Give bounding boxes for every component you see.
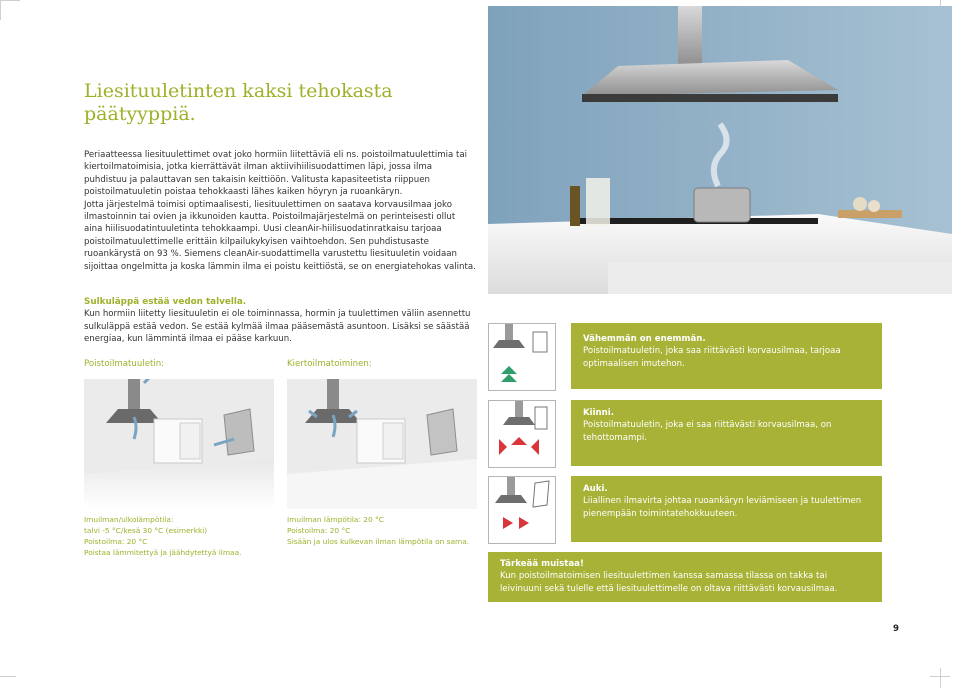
crop-mark <box>0 0 1 20</box>
important-note <box>488 552 882 602</box>
open-draft-icon-box <box>488 476 556 544</box>
info-box-heading: Vähemmän on enemmän. <box>583 334 706 344</box>
recirc-caption <box>287 514 487 547</box>
closed-window-icon-box <box>488 400 556 468</box>
info-box-text: Poistoilmatuuletin, joka ei saa riittävästi korvausilmaa, on tehottomampi. <box>583 420 832 443</box>
crop-mark <box>940 668 941 688</box>
caption-line: Poistoilma: 20 °C <box>84 537 148 546</box>
damper-text: Kun hormiin liitetty liesituuletin ei ole toiminnassa, hormin ja tuulettimen väliin asennettu sulkuläppä estää vedon. Se estää kylmää ilmaa pääsemästä asuntoon. Lisäksi se säästää energiaa, kun lämmintä ilmaa ei pääse karkuun. <box>84 309 471 345</box>
page-title: Liesituuletinten kaksi tehokasta päätyyppiä. <box>84 80 393 125</box>
caption-line: Poistoilma: 20 °C <box>287 526 351 535</box>
kitchen-photo <box>488 6 952 294</box>
exhaust-diagram <box>84 379 274 509</box>
info-box-less-is-more <box>571 323 882 389</box>
intro-text <box>84 149 476 273</box>
crop-mark <box>0 676 16 677</box>
note-text: Kun poistoilmatoimisen liesituulettimen kanssa samassa tilassa on takka tai leivinuuni sekä tulelle että liesituulettimelle on oltava riittävästi korvausilmaa. <box>500 571 838 594</box>
exhaust-diagram-illustration <box>84 379 274 509</box>
intro-paragraph: Periaatteessa liesituulettimet ovat joko hormiin liitettäviä eli ns. poistoilmatuulettimia tai kiertoilmatoimisia, jotka kierrättävät ilman aktiivihiilisuodattimen läpi, jossa ilma puhdistuu ja palauttavan sen takaisin keittiöön. Valitusta kapasiteetista riippuen poistoilmatuuletin poistaa tehokkaasti lähes kaiken höyryn ja ruoankäryn. <box>84 150 468 198</box>
info-box-text: Poistoilmatuuletin, joka saa riittävästi korvausilmaa, tarjoaa optimaalisen imutehon. <box>583 346 841 369</box>
caption-line: talvi -5 °C/kesä 30 °C (esimerkki) <box>84 526 208 535</box>
kitchen-hood-illustration <box>488 6 952 294</box>
hood-window-red-arrows-icon <box>489 401 555 467</box>
info-box-text: Liiallinen ilmavirta johtaa ruoankäryn leviämiseen ja tuulettimen pienempään toimintatehokkuuteen. <box>583 496 862 519</box>
note-heading: Tärkeää muistaa! <box>500 559 584 569</box>
damper-heading: Sulkuläppä estää vedon talvella. <box>84 297 247 307</box>
info-box-heading: Auki. <box>583 484 608 494</box>
info-box-closed <box>571 400 882 466</box>
exhaust-caption <box>84 514 274 558</box>
page-number: 9 <box>893 624 899 634</box>
recirc-label: Kiertoilmatoiminen: <box>287 359 372 369</box>
hood-window-open-icon <box>489 477 555 543</box>
caption-line: Sisään ja ulos kulkevan ilman lämpötila on sama. <box>287 537 470 546</box>
caption-line: Poistaa lämmitettyä ja jäähdytettyä ilmaa. <box>84 548 242 557</box>
recirc-diagram-illustration <box>287 379 477 509</box>
exhaust-label: Poistoilmatuuletin: <box>84 359 165 369</box>
crop-mark <box>0 0 20 1</box>
caption-line: Imuilman/ulkolämpötila: <box>84 515 174 524</box>
caption-line: Imuilman lämpötila: 20 °C <box>287 515 384 524</box>
hood-window-green-arrows-icon <box>489 324 555 390</box>
damper-section <box>84 296 484 346</box>
open-window-icon-box <box>488 323 556 391</box>
info-box-open <box>571 476 882 542</box>
recirc-diagram <box>287 379 477 509</box>
info-box-heading: Kiinni. <box>583 408 614 418</box>
intro-paragraph: Jotta järjestelmä toimisi optimaalisesti, liesituulettimen on saatava korvausilmaa joko ilmastoinnin tai ovien ja ikkunoiden kautta. Poistoilmajärjestelmä on perinteisesti ollut aina hiilisuodatintuuletinta tehokkaampi. Uusi cleanAir-hiilisuodatinratkaisu tarjoaa poistoilmatuulettimelle erittäin kilpailukykyisen vaihtoehdon. Sen puhdistusaste ruoankärystä on 93 %. Siemens cleanAir-suodattimella varustettu liesituuletin voidaan sijoittaa ongelmitta ja koska lämmin ilma ei poistu keittiöstä, se on energiatehokas valinta. <box>84 199 476 272</box>
